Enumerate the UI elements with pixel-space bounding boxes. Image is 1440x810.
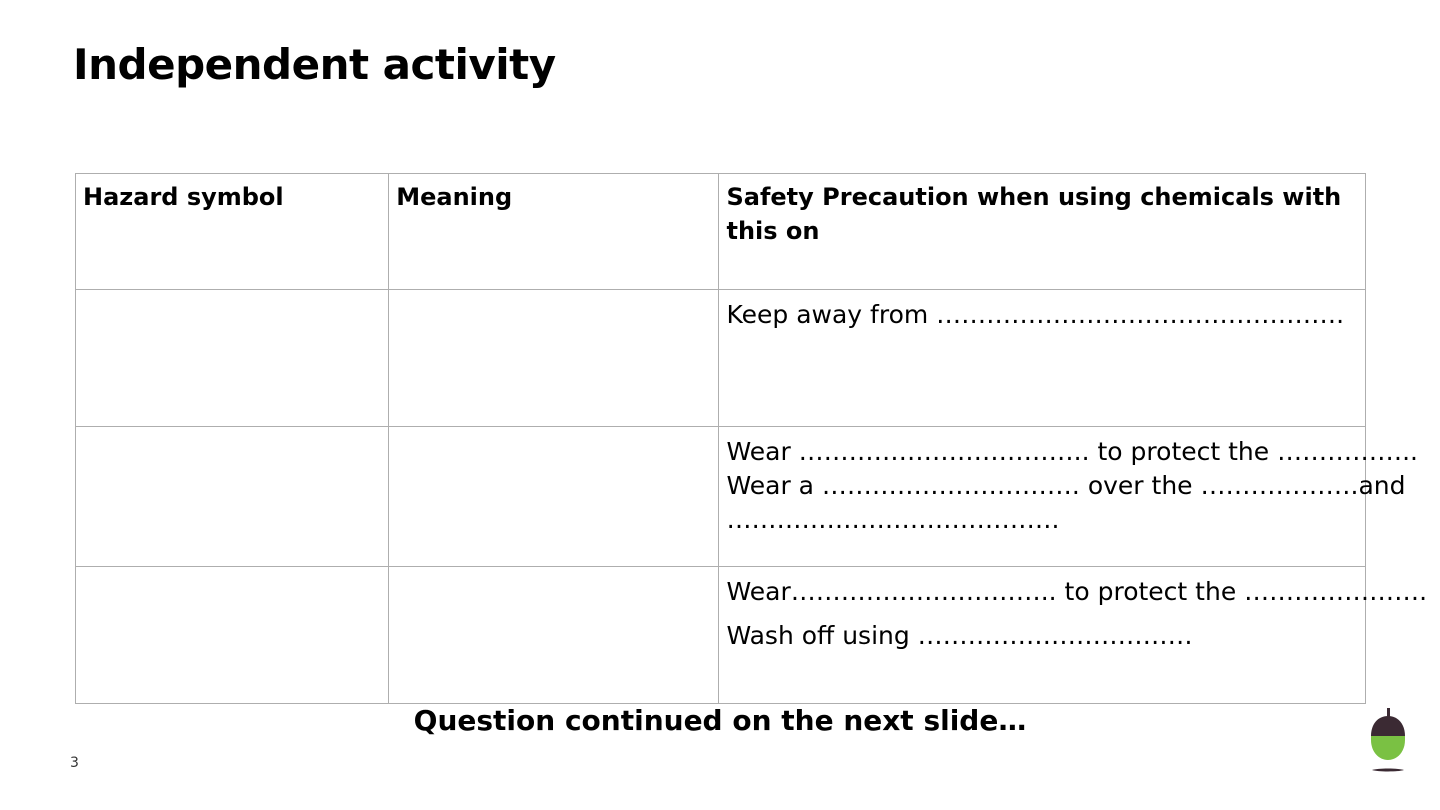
slide-number: 3 xyxy=(70,755,79,771)
hazard-symbol-cell[interactable] xyxy=(76,427,389,567)
hazard-symbol-cell[interactable] xyxy=(76,567,389,704)
precaution-line: Wear a …………………………. over the ……………….and xyxy=(726,471,1406,500)
meaning-cell[interactable] xyxy=(389,290,719,427)
slide-title: Independent activity xyxy=(73,40,556,89)
precaution-line: …………………………………. xyxy=(726,505,1060,534)
meaning-cell[interactable] xyxy=(389,427,719,567)
table-row xyxy=(76,567,1366,704)
acorn-cap xyxy=(1371,716,1405,736)
hazard-table xyxy=(75,173,1428,704)
header-hazard-symbol: Hazard symbol xyxy=(76,174,389,290)
hazard-symbol-cell[interactable] xyxy=(76,290,389,427)
precaution-cell xyxy=(719,567,1428,704)
acorn-body xyxy=(1371,736,1405,760)
precaution-cell xyxy=(719,427,1418,567)
meaning-cell[interactable] xyxy=(389,567,719,704)
continued-note: Question continued on the next slide… xyxy=(413,704,1027,737)
precaution-cell xyxy=(719,290,1366,427)
acorn-base xyxy=(1372,769,1404,772)
header-safety-precaution: Safety Precaution when using chemicals with this on xyxy=(719,174,1366,290)
table-row xyxy=(76,427,1366,567)
header-meaning: Meaning xyxy=(389,174,719,290)
precaution-line: Wear………………………….. to protect the …………………. xyxy=(726,577,1428,606)
acorn-stem xyxy=(1387,708,1390,717)
table-header-row xyxy=(76,174,1366,290)
precaution-line: Keep away from …………………………………………. xyxy=(726,300,1345,329)
table-row xyxy=(76,290,1366,427)
acorn-icon xyxy=(1366,706,1410,778)
precaution-line: Wear …………………………….. to protect the …………….. xyxy=(726,437,1418,466)
precaution-line: Wash off using …………………………… xyxy=(726,621,1193,650)
